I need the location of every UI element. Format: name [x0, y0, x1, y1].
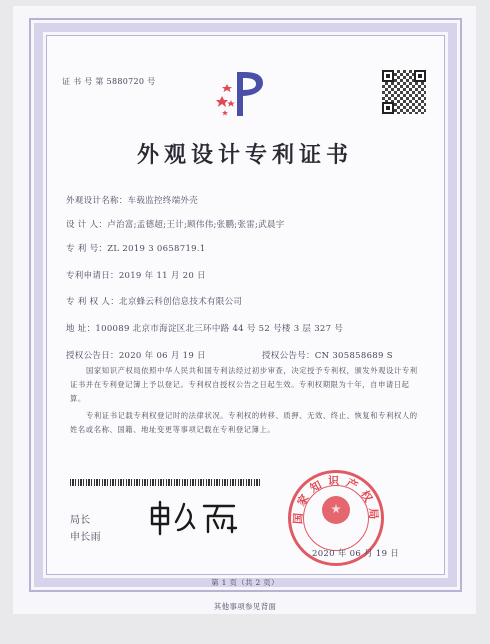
- patent-no-value: ZL 2019 3 0658719.1: [107, 244, 206, 254]
- row-design-name: [66, 194, 198, 206]
- row-designers: [66, 218, 285, 230]
- footer-note: 其他事项参见背面: [213, 602, 277, 611]
- address-label: 地 址：: [66, 324, 96, 334]
- grant-date-value: 2020 年 06 月 19 日: [118, 351, 206, 361]
- row-address: [66, 322, 343, 334]
- row-patent-no: [66, 242, 206, 254]
- grant-date-label: 授权公告日：: [66, 351, 119, 361]
- certificate-number: 证 书 号 第 5880720 号: [62, 77, 156, 86]
- application-date-value: 2019 年 11 月 20 日: [118, 271, 206, 281]
- address-value: 100089 北京市海淀区北三环中路 44 号 52 号楼 3 层 327 号: [95, 324, 344, 334]
- design-name-label: 外观设计名称：: [66, 196, 128, 206]
- qr-code: [382, 70, 426, 114]
- application-date-label: 专利申请日：: [66, 271, 119, 281]
- page-indicator: 第 1 页（共 2 页）: [211, 578, 279, 587]
- patentee-label: 专 利 权 人：: [66, 297, 120, 307]
- patentee-value: 北京蜂云科创信息技术有限公司: [119, 297, 243, 307]
- director-title: 局长: [70, 515, 91, 526]
- row-application-date: [66, 269, 206, 281]
- grant-statement: 国家知识产权局依照中华人民共和国专利法经过初步审查，决定授予专利权，颁发外观设计专利证书并在专利登记簿上予以登记。专利权自授权公告之日起生效。专利权期限为十年，自申请日起算。: [70, 366, 418, 403]
- barcode: [70, 479, 260, 486]
- patent-no-label: 专 利 号：: [66, 244, 108, 254]
- svg-text:国家知识产权局: 国家知识产权局: [291, 474, 381, 526]
- row-patentee: [66, 295, 242, 307]
- director-signature-icon: [148, 498, 248, 538]
- designers-label: 设 计 人：: [66, 220, 108, 230]
- certificate-title: 外观设计专利证书: [136, 143, 353, 168]
- design-name-value: 车载监控终端外壳: [127, 196, 199, 206]
- publication-number: 授权公告号：CN 305858689 S: [262, 351, 393, 361]
- row-grant-date: [66, 349, 206, 361]
- cnipa-logo-icon: [215, 66, 271, 122]
- designers-value: 卢治富;孟德超;王计;顾伟伟;张鹏;张雷;武晨宇: [107, 220, 285, 230]
- legal-notice: 专利证书记载专利权登记时的法律状况。专利权的转移、质押、无效、终止、恢复和专利权人的姓名或名称、国籍、地址变更等事项记载在专利登记簿上。: [70, 411, 418, 434]
- seal-date: 2020 年 06 月 19 日: [312, 549, 400, 559]
- director-name: 申长雨: [70, 532, 101, 543]
